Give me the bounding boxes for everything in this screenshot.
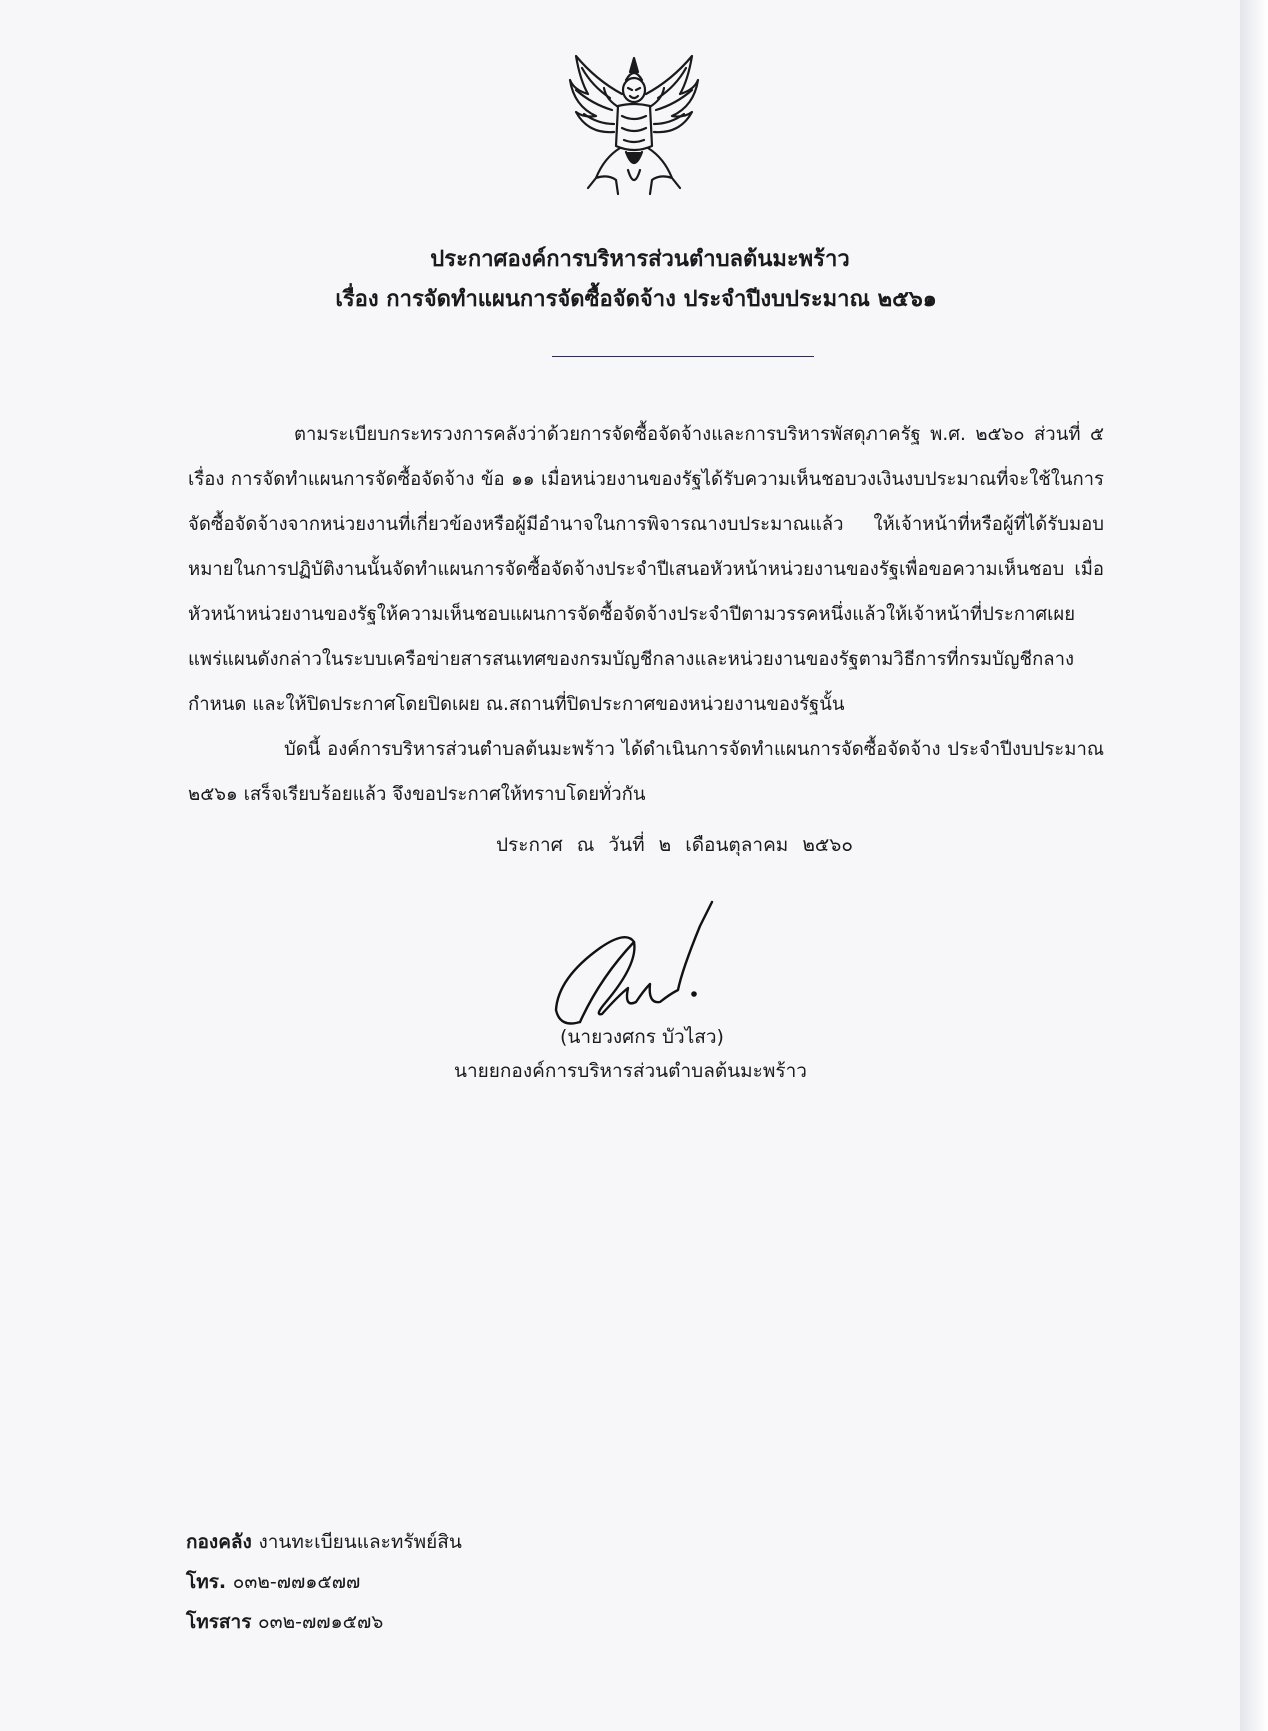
footer-department-line bbox=[186, 1522, 462, 1562]
footer-phone-line bbox=[186, 1562, 462, 1602]
footer-fax-line bbox=[186, 1602, 462, 1642]
scan-edge bbox=[1240, 0, 1268, 1731]
announcement-body bbox=[188, 412, 1104, 817]
heading-divider bbox=[552, 356, 814, 357]
footer-phone: ๐๓๒-๗๗๑๕๗๗ bbox=[232, 1571, 361, 1593]
announcement-subject: เรื่อง การจัดทำแผนการจัดซื้อจัดจ้าง ประจำปีงบประมาณ ๒๕๖๑ bbox=[335, 287, 937, 312]
contact-footer bbox=[186, 1522, 462, 1642]
announcement-title: ประกาศองค์การบริหารส่วนตำบลต้นมะพร้าว bbox=[430, 247, 850, 272]
body-paragraph-1: ตามระเบียบกระทรวงการคลังว่าด้วยการจัดซื้อจัดจ้างและการบริหารพัสดุภาครัฐ พ.ศ. ๒๕๖๐ ส่วนที่ ๕ เรื่อง การจัดทำแผนการจัดซื้อจัดจ้าง ข้อ ๑๑ เมื่อหน่วยงานของรัฐได้รับความเห็นชอบวงเงินงบประมาณที่จะใช้ในการจัดซื้อจัดจ้างจากหน่วยงานที่เกี่ยวข้องหรือผู้มีอำนาจในการพิจารณางบประมาณแล้ว ให้เจ้าหน้าที่หรือผู้ที่ได้รับมอบหมายในการปฏิบัติงานนั้นจัดทำแผนการจัดซื้อจัดจ้างประจำปีเสนอหัวหน้าหน่วยงานของรัฐเพื่อขอความเห็นชอบ เมื่อหัวหน้าหน่วยงานของรัฐให้ความเห็นชอบแผนการจัดซื้อจัดจ้างประจำปีตามวรรคหนึ่งแล้วให้เจ้าหน้าที่ประกาศเผยแพร่แผนดังกล่าวในระบบเครือข่ายสารสนเทศของกรมบัญชีกลางและหน่วยงานของรัฐตามวิธีการที่กรมบัญชีกลางกำหนด และให้ปิดประกาศโดยปิดเผย ณ.สถานที่ปิดประกาศของหน่วยงานของรัฐนั้น bbox=[188, 424, 1104, 715]
footer-fax: ๐๓๒-๗๗๑๕๗๖ bbox=[258, 1611, 384, 1633]
garuda-emblem-icon bbox=[566, 50, 702, 200]
footer-department: กองคลัง bbox=[186, 1531, 252, 1553]
signer-name: (นายวงศกร บัวไสว) bbox=[560, 1026, 724, 1048]
signer-position: นายยกองค์การบริหารส่วนตำบลต้นมะพร้าว bbox=[454, 1060, 807, 1082]
footer-fax-label: โทรสาร bbox=[186, 1611, 252, 1633]
announcement-heading bbox=[180, 240, 1100, 320]
footer-phone-label: โทร. bbox=[186, 1571, 227, 1593]
footer-department-detail: งานทะเบียนและทรัพย์สิน bbox=[258, 1531, 462, 1553]
announcement-date: ประกาศ ณ วันที่ ๒ เดือนตุลาคม ๒๕๖๐ bbox=[496, 834, 853, 856]
body-paragraph-2: บัดนี้ องค์การบริหารส่วนตำบลต้นมะพร้าว ได้ดำเนินการจัดทำแผนการจัดซื้อจัดจ้าง ประจำปีงบประมาณ ๒๕๖๑ เสร็จเรียบร้อยแล้ว จึงขอประกาศให้ทราบโดยทั่วกัน bbox=[188, 739, 1104, 805]
